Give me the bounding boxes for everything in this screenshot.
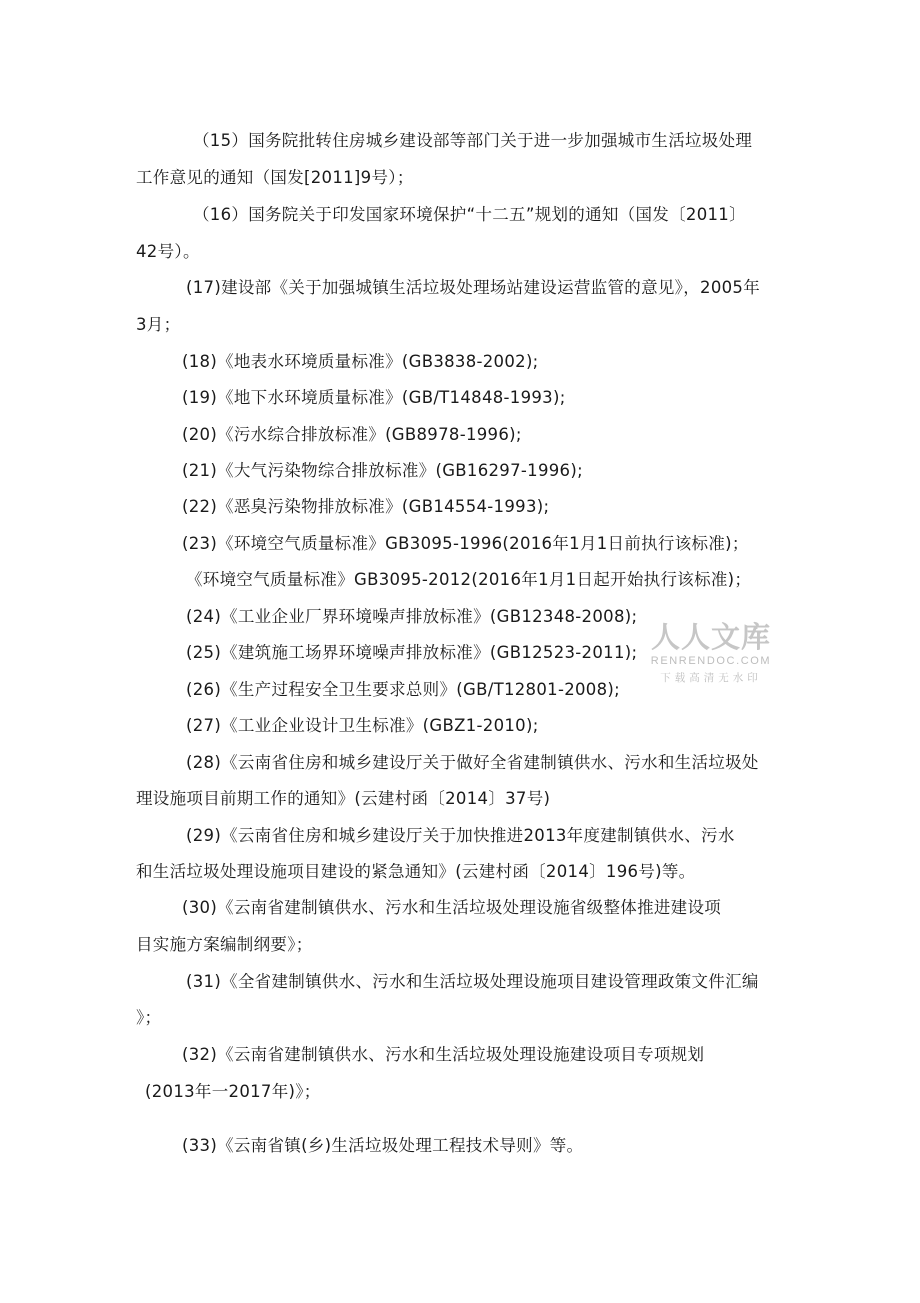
text-line: 目实施方案编制纲要》； (136, 935, 313, 954)
text-line: (20)《污水综合排放标准》(GB8978-1996); (182, 425, 522, 444)
watermark-logo (646, 620, 776, 686)
text-line: (26)《生产过程安全卫生要求总则》(GB/T12801-2008); (186, 680, 620, 699)
text-line: 理设施项目前期工作的通知》(云建村函〔2014〕37号) (136, 789, 551, 808)
text-line: 和生活垃圾处理设施项目建设的紧急通知》(云建村函〔2014〕196号)等。 (136, 862, 696, 881)
text-line: (18)《地表水环境质量标准》(GB3838-2002); (182, 352, 539, 371)
text-line: (23)《环境空气质量标准》GB3095-1996(2016年1月1日前执行该标准)； (182, 534, 749, 553)
text-line: (28)《云南省住房和城乡建设厅关于做好全省建制镇供水、污水和生活垃圾处 (186, 753, 759, 772)
text-line: 3月； (136, 315, 181, 334)
text-line: (29)《云南省住房和城乡建设厅关于加快推进2013年度建制镇供水、污水 (186, 826, 735, 845)
text-line: (33)《云南省镇(乡)生活垃圾处理工程技术导则》等。 (182, 1136, 584, 1155)
text-line: (32)《云南省建制镇供水、污水和生活垃圾处理设施建设项目专项规划 (182, 1045, 705, 1064)
text-line: (19)《地下水环境质量标准》(GB/T14848-1993); (182, 388, 566, 407)
text-line: 》； (136, 1008, 162, 1027)
text-line: （15）国务院批转住房城乡建设部等部门关于进一步加强城市生活垃圾处理 (193, 131, 753, 150)
watermark-title: 人人文库 (650, 620, 771, 654)
text-line: (21)《大气污染物综合排放标准》(GB16297-1996); (182, 461, 583, 480)
text-line: 42号）。 (136, 242, 200, 261)
text-line: (17)建设部《关于加强城镇生活垃圾处理场站建设运营监管的意见》，2005年 (186, 278, 761, 297)
text-line: （16）国务院关于印发国家环境保护“十二五”规划的通知（国发〔2011〕 (193, 205, 746, 224)
text-line: (24)《工业企业厂界环境噪声排放标准》(GB12348-2008); (186, 607, 638, 626)
text-line: 《环境空气质量标准》GB3095-2012(2016年1月1日起开始执行该标准)； (186, 570, 752, 589)
watermark-tagline: 下载高清无水印 (660, 672, 762, 684)
text-line: (31)《全省建制镇供水、污水和生活垃圾处理设施项目建设管理政策文件汇编 (186, 972, 759, 991)
text-line: (25)《建筑施工场界环境噪声排放标准》(GB12523-2011); (186, 643, 638, 662)
watermark-domain: RENRENDOC.COM (650, 655, 772, 667)
text-line: (27)《工业企业设计卫生标准》(GBZ1-2010); (186, 716, 539, 735)
text-line: (2013年一2017年)》； (145, 1082, 321, 1101)
text-line: 工作意见的通知（国发[2011]9号）； (136, 168, 414, 187)
text-line: (22)《恶臭污染物排放标准》(GB14554-1993); (182, 497, 550, 516)
text-line: (30)《云南省建制镇供水、污水和生活垃圾处理设施省级整体推进建设项 (182, 898, 722, 917)
